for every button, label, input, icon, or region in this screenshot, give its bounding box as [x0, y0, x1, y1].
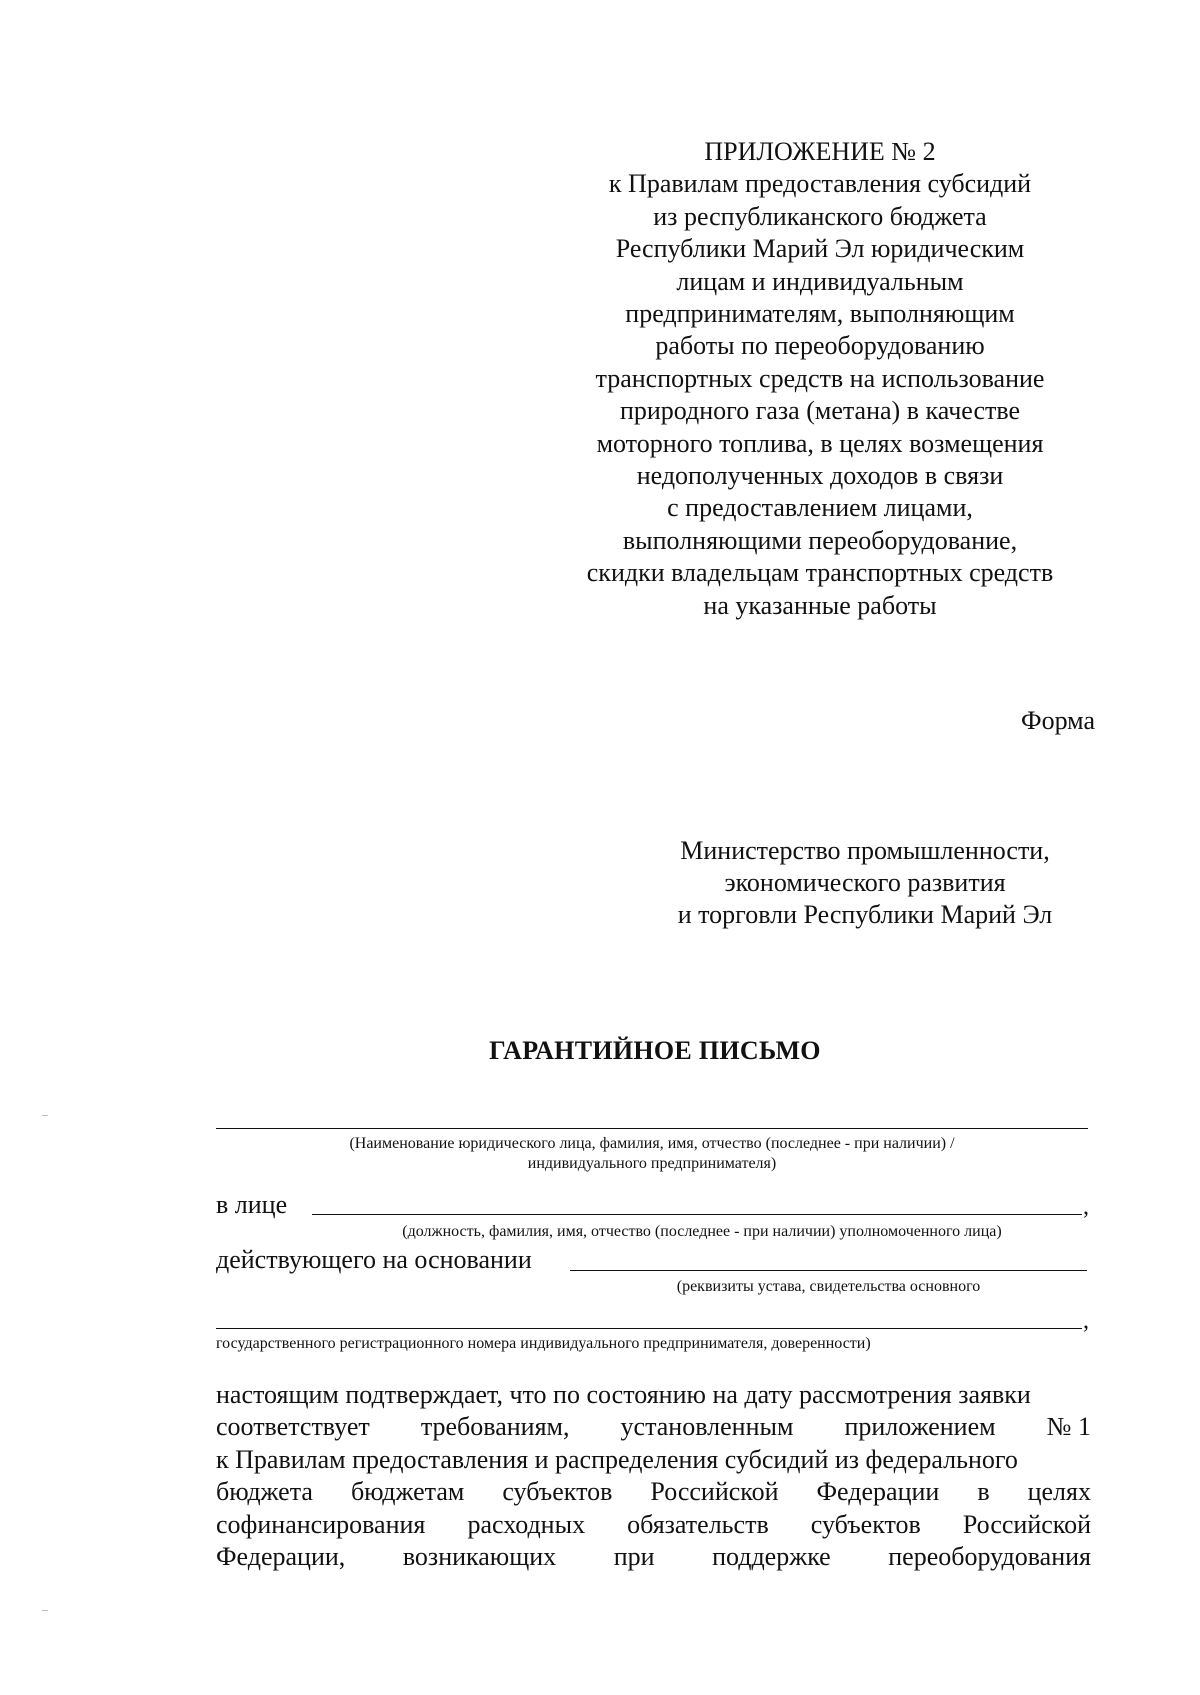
appendix-line: Республики Марий Эл юридическим: [615, 234, 1025, 264]
body-word: в: [977, 1477, 990, 1507]
appendix-line: с предоставлением лицами,: [667, 493, 973, 523]
appendix-line: из республиканского бюджета: [653, 201, 987, 231]
body-word: расходных: [467, 1509, 586, 1539]
appendix-line: ПРИЛОЖЕНИЕ № 2: [704, 137, 936, 166]
appendix-line: выполняющими переоборудование,: [622, 525, 1018, 555]
appendix-line: недополученных доходов в связи: [636, 461, 1004, 491]
body-word: № 1: [1046, 1412, 1091, 1442]
form-label: Форма: [1021, 706, 1095, 735]
addressee-block: [640, 835, 1090, 931]
representative-comma: ,: [1083, 1194, 1089, 1220]
body-word: при: [613, 1542, 655, 1572]
body-word: требованиям,: [420, 1412, 570, 1442]
body-word: обязательств: [627, 1509, 769, 1539]
body-word: поддержке: [712, 1542, 831, 1572]
body-line: [216, 1411, 1091, 1443]
body-word: возникающих: [402, 1542, 557, 1572]
appendix-line: транспортных средств на использование: [595, 363, 1045, 393]
body-word: Российской: [650, 1477, 779, 1507]
scan-mark: [42, 1115, 48, 1116]
appendix-line: предпринимателям, выполняющим: [625, 299, 1015, 329]
addressee-line: экономического развития: [724, 868, 1006, 897]
body-word: бюджетам: [350, 1477, 465, 1507]
representative-caption: (должность, фамилия, имя, отчество (последнее - при наличии) уполномоченного лица): [402, 1223, 1002, 1240]
registration-line[interactable]: [216, 1328, 1082, 1329]
body-text: к Правилам предоставления и распределения субсидий из федерального: [216, 1444, 1018, 1474]
appendix-line: к Правилам предоставления субсидий: [608, 169, 1032, 199]
in-person-label: в лице: [216, 1190, 288, 1219]
appendix-line: работы по переоборудованию: [655, 331, 985, 361]
body-word: субъектов: [502, 1477, 613, 1507]
basis-caption: (реквизиты устава, свидетельства основного: [676, 1278, 981, 1295]
entity-name-line[interactable]: [216, 1128, 1088, 1129]
appendix-line: скидки владельцам транспортных средств: [586, 558, 1054, 588]
body-word: соответствует: [216, 1412, 370, 1442]
body-line: [216, 1444, 1091, 1476]
body-paragraph: [216, 1379, 1091, 1573]
body-word: софинансирования: [216, 1509, 426, 1539]
body-word: субъектов: [810, 1509, 921, 1539]
body-line: [216, 1379, 1091, 1411]
basis-label: действующего на основании: [216, 1245, 532, 1274]
appendix-line: лицам и индивидуальным: [676, 266, 964, 296]
addressee-line: Министерство промышленности,: [680, 836, 1050, 865]
body-text: настоящим подтверждает, что по состоянию на дату рассмотрения заявки: [216, 1380, 1031, 1409]
basis-line[interactable]: [570, 1270, 1087, 1271]
entity-name-caption-cont: индивидуального предпринимателя): [527, 1155, 777, 1172]
body-word: установленным: [620, 1412, 794, 1442]
body-line: [216, 1476, 1091, 1508]
body-word: бюджета: [216, 1477, 313, 1507]
document-title: ГАРАНТИЙНОЕ ПИСЬМО: [489, 1036, 821, 1065]
body-line: [216, 1541, 1091, 1573]
appendix-header: [560, 136, 1080, 622]
registration-comma: ,: [1083, 1308, 1089, 1334]
appendix-line: моторного топлива, в целях возмещения: [596, 428, 1044, 458]
body-word: Федерации: [816, 1477, 940, 1507]
registration-caption: государственного регистрационного номера индивидуального предпринимателя, доверенности): [216, 1335, 871, 1352]
appendix-line: на указанные работы: [703, 590, 937, 620]
representative-line[interactable]: [312, 1214, 1082, 1215]
entity-name-caption: (Наименование юридического лица, фамилия, имя, отчество (последнее - при наличии) /: [349, 1135, 955, 1152]
appendix-line: природного газа (метана) в качестве: [619, 396, 1021, 426]
scan-mark: [42, 1610, 48, 1611]
addressee-line: и торговли Республики Марий Эл: [677, 900, 1053, 929]
body-word: Федерации,: [216, 1542, 346, 1572]
body-word: переоборудования: [888, 1542, 1091, 1572]
body-line: [216, 1509, 1091, 1541]
body-word: Российской: [962, 1509, 1091, 1539]
body-word: приложением: [844, 1412, 996, 1442]
body-word: целях: [1027, 1477, 1091, 1507]
